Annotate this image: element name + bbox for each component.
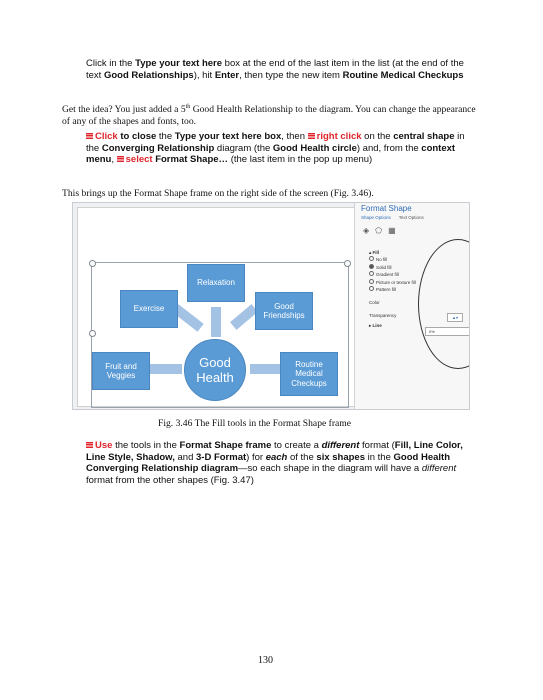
option-label: Solid fill [376, 264, 392, 270]
bullet-icon [117, 156, 124, 162]
body-paragraph-1 [62, 101, 477, 128]
text: Format Shape frame [179, 440, 272, 451]
text: Get the idea? You just added a 5 [62, 104, 186, 116]
text: the [156, 131, 175, 142]
instruction-step-2 [86, 131, 466, 166]
page-number: 130 [258, 655, 273, 666]
text: in the [86, 131, 465, 154]
highlight: select [125, 154, 153, 166]
size-properties-icon[interactable]: ▦ [388, 226, 402, 235]
text: ) and, from the [356, 142, 422, 154]
shape-good-friendships[interactable]: Good Friendships [255, 292, 313, 330]
text: and [174, 451, 196, 463]
body-paragraph-2: This brings up the Format Shape frame on the right side of the screen (Fig. 3.46). [62, 188, 374, 199]
text: Fill, Line Color, Line Style, Shadow, [86, 440, 463, 463]
format-shape-pane [354, 203, 470, 410]
text: different [321, 440, 360, 451]
text: Routine Medical Checkups [342, 69, 464, 81]
pane-icon-row [363, 226, 402, 235]
shape-exercise[interactable]: Exercise [120, 290, 178, 328]
text: (the last item in the pop up menu) [228, 154, 373, 166]
tab-shape-options[interactable]: Shape Options [361, 215, 391, 220]
text: format ( [359, 440, 395, 451]
text: Good Health circle [272, 142, 357, 154]
text: central shape [393, 131, 455, 142]
shape-fruit-and-veggies[interactable]: Fruit and Veggies [92, 352, 150, 390]
text: Good Health Converging Relationship diagram [86, 451, 451, 475]
text: , [111, 154, 117, 166]
superscript: th [185, 104, 191, 110]
text: to create a [271, 440, 322, 451]
text: of the [287, 451, 317, 463]
text: Good Health Relationship to the diagram. You can change the appearance of any of the shapes and fonts, too. [62, 104, 476, 128]
highlight: Use [95, 440, 113, 451]
text: Type your text here box [174, 131, 282, 142]
transparency-label: Transparency [369, 312, 397, 318]
text: Good Relationships [103, 69, 194, 81]
text: different [421, 463, 457, 475]
text: Click in the [86, 58, 136, 69]
effects-icon[interactable]: ⬠ [375, 226, 389, 235]
text: , then [281, 131, 308, 142]
shape-routine-medical-checkups[interactable]: Routine Medical Checkups [280, 352, 338, 396]
text: box at the end of the last item in the list (at the end of the text [86, 58, 464, 81]
figure-format-shape-screenshot [72, 202, 470, 410]
arrow-connector [211, 307, 221, 337]
text: —so each shape in the diagram will have a [238, 463, 422, 475]
option-label: Picture or texture fill [376, 279, 416, 285]
arrow-connector [150, 364, 182, 374]
bullet-icon [86, 442, 93, 448]
text: ), hit [193, 69, 215, 81]
option-label: Gradient fill [376, 272, 399, 278]
resize-handle[interactable] [89, 330, 96, 337]
pane-tabs [361, 215, 424, 220]
text: context menu [86, 142, 456, 166]
text: Format Shape… [152, 154, 229, 166]
text: six shapes [316, 451, 365, 463]
color-label: Color [369, 300, 380, 306]
figure-caption: Fig. 3.46 The Fill tools in the Format Shape frame [158, 418, 352, 429]
option-label: Pattern fill [376, 287, 397, 293]
highlight: Click [95, 131, 118, 142]
resize-handle[interactable] [344, 260, 351, 267]
tab-text-options[interactable]: Text Options [398, 215, 424, 220]
text: 3-D Format [196, 451, 247, 463]
text: diagram (the [214, 142, 273, 154]
text: , then type the new item [239, 69, 343, 81]
text: Type your text here [135, 58, 223, 69]
text: Enter [214, 69, 240, 81]
pane-title: Format Shape [361, 204, 412, 213]
highlight: right click [316, 131, 362, 142]
text: to close [117, 131, 157, 142]
text: on the [361, 131, 394, 142]
text: Converging Relationship [101, 142, 215, 154]
line-header-label: Line [372, 323, 382, 329]
text: in the [365, 451, 394, 463]
transparency-field[interactable]: 0% [425, 327, 470, 336]
shape-relaxation[interactable]: Relaxation [187, 264, 245, 302]
line-header[interactable]: ▸ Line [369, 323, 382, 329]
instruction-step-1 [86, 58, 466, 81]
fill-header[interactable]: ▴ Fill [369, 250, 380, 255]
fill-header-label: Fill [372, 250, 380, 255]
color-picker-button[interactable]: ▲▾ [447, 313, 463, 322]
arrow-connector [250, 364, 280, 374]
text: format from the other shapes (Fig. 3.47) [86, 474, 254, 486]
resize-handle[interactable] [89, 260, 96, 267]
bullet-icon [308, 133, 315, 139]
option-label: No fill [376, 257, 388, 263]
text: the tools in the [112, 440, 180, 451]
text: ) for [246, 451, 266, 463]
text: each [265, 451, 288, 463]
instruction-step-3 [86, 440, 466, 486]
shape-good-health-circle[interactable]: Good Health [184, 339, 246, 401]
bullet-icon [86, 133, 93, 139]
fill-line-icon[interactable]: ◈ [363, 226, 376, 235]
